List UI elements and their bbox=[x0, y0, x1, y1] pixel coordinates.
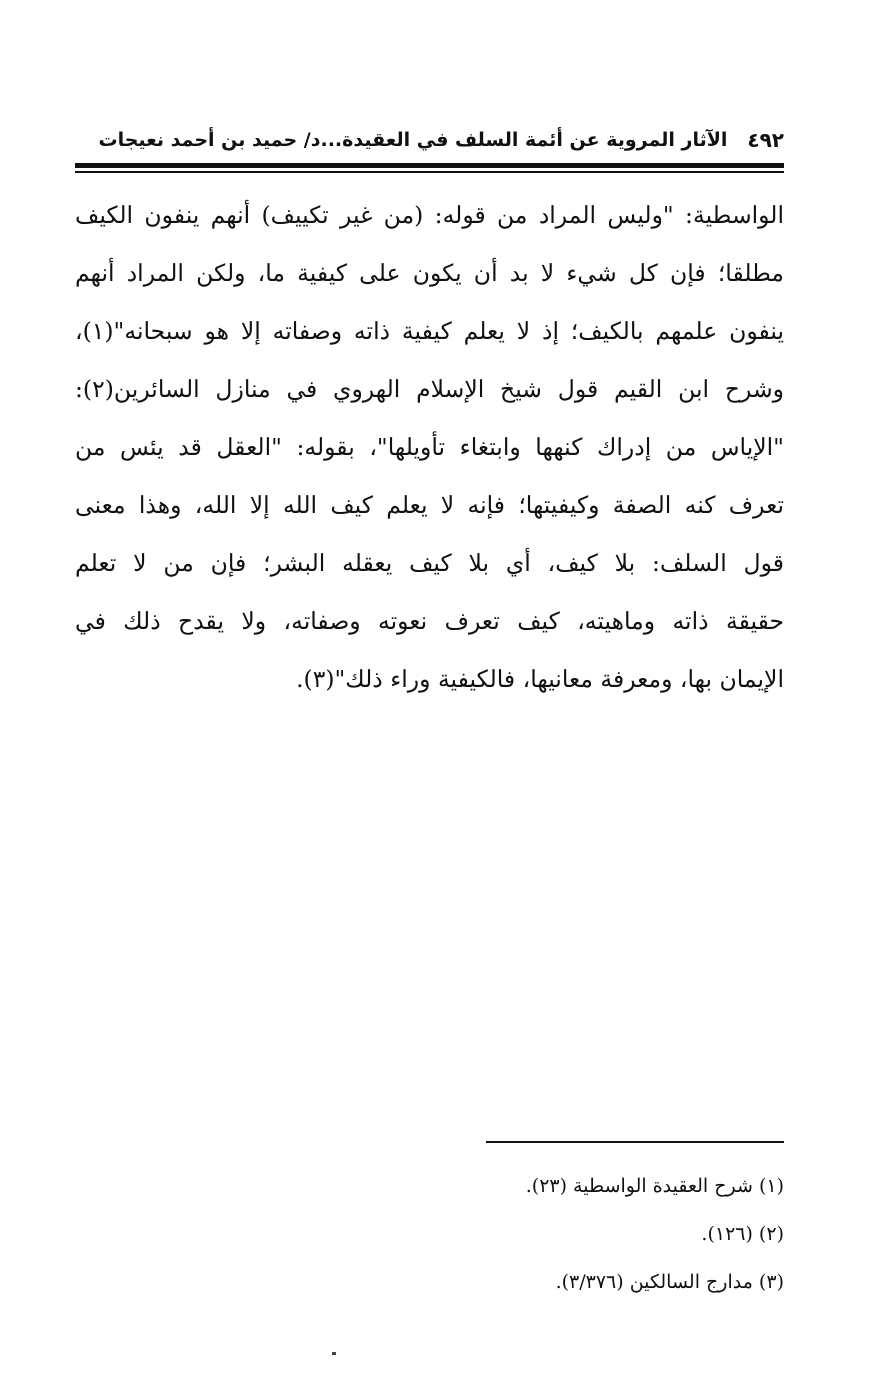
footnote-separator bbox=[486, 1141, 784, 1143]
main-text bbox=[75, 186, 784, 708]
text-line-2: مطلقا؛ فإن كل شيء لا بد أن يكون على كيفية ما، ولكن المراد أنهم bbox=[75, 259, 784, 287]
running-header bbox=[98, 120, 784, 160]
footnote-1: (١) شرح العقيدة الواسطية (٢٣). bbox=[525, 1175, 784, 1197]
header-rule-thick bbox=[75, 163, 784, 168]
footnotes bbox=[75, 1162, 784, 1306]
text-line-5: "الإياس من إدراك كنهها وابتغاء تأويلها"، بقوله: "العقل قد يئس من bbox=[75, 433, 784, 461]
text-line-3: ينفون علمهم بالكيف؛ إذ لا يعلم كيفية ذاته وصفاته إلا هو سبحانه"(١)، bbox=[75, 317, 784, 345]
running-title: الآثار المروية عن أئمة السلف في العقيدة...د/ حميد بن أحمد نعيجات bbox=[98, 129, 728, 151]
text-line-6: تعرف كنه الصفة وكيفيتها؛ فإنه لا يعلم كيف الله إلا الله، وهذا معنى bbox=[75, 491, 784, 519]
text-line-9: الإيمان بها، ومعرفة معانيها، فالكيفية وراء ذلك"(٣). bbox=[296, 665, 784, 693]
text-line-4: وشرح ابن القيم قول شيخ الإسلام الهروي في منازل السائرين(٢): bbox=[75, 375, 784, 403]
text-line-1: الواسطية: "وليس المراد من قوله: (من غير تكييف) أنهم ينفون الكيف bbox=[75, 201, 784, 229]
print-speck bbox=[332, 1352, 336, 1355]
text-line-7: قول السلف: بلا كيف، أي بلا كيف يعقله البشر؛ فإن من لا تعلم bbox=[75, 549, 784, 577]
footnote-2: (٢) (١٢٦). bbox=[701, 1223, 784, 1245]
header-rule-thin bbox=[75, 171, 784, 173]
page-number: ٤٩٢ bbox=[747, 128, 784, 152]
text-line-8: حقيقة ذاته وماهيته، كيف تعرف نعوته وصفاته، ولا يقدح ذلك في bbox=[75, 607, 784, 635]
footnote-3: (٣) مدارج السالكين (٣/٣٧٦). bbox=[555, 1271, 784, 1293]
